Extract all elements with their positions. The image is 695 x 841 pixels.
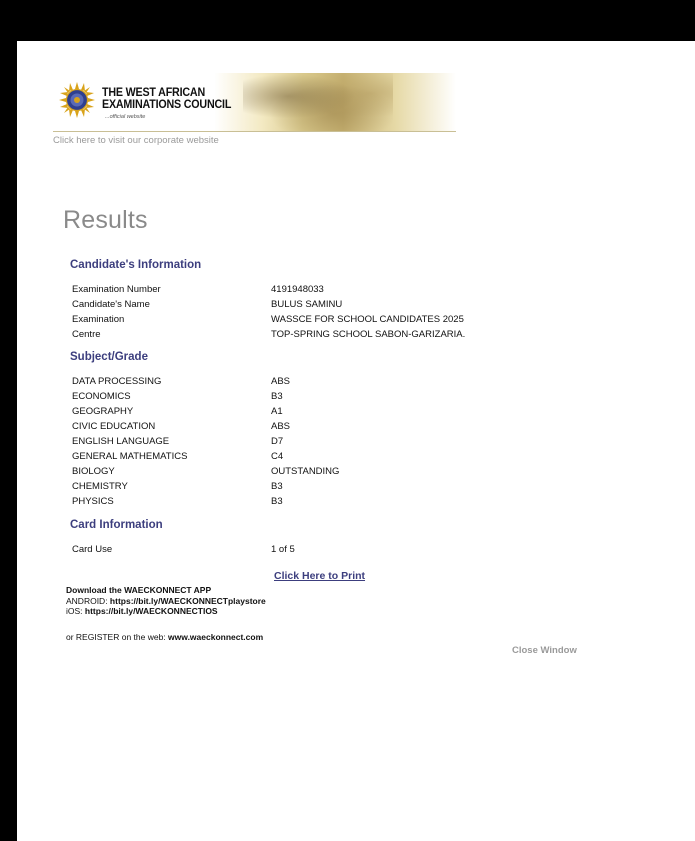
app-download-block xyxy=(66,585,266,617)
android-line xyxy=(66,596,266,607)
info-row-examination-number xyxy=(72,284,592,299)
info-row-centre xyxy=(72,329,592,344)
row-label: Examination xyxy=(72,314,125,325)
table-row xyxy=(72,376,592,391)
row-label: Candidate's Name xyxy=(72,299,150,310)
subject-grade: A1 xyxy=(271,406,283,417)
info-row-card-use xyxy=(72,544,592,559)
subject-grade: B3 xyxy=(271,391,283,402)
close-window-link[interactable]: Close Window xyxy=(512,645,577,656)
banner-photo xyxy=(243,73,393,131)
corporate-website-link[interactable]: Click here to visit our corporate website xyxy=(53,135,219,146)
subject-grade-heading: Subject/Grade xyxy=(70,351,148,363)
table-row xyxy=(72,481,592,496)
subject-grade: B3 xyxy=(271,496,283,507)
row-value: 4191948033 xyxy=(271,284,324,295)
subject-grade: ABS xyxy=(271,376,291,387)
subject-name: PHYSICS xyxy=(72,496,114,507)
org-name xyxy=(102,87,231,111)
subject-name: GEOGRAPHY xyxy=(72,406,134,417)
row-label: Examination Number xyxy=(72,284,161,295)
android-label: ANDROID: xyxy=(66,595,110,606)
register-line xyxy=(66,632,263,642)
table-row xyxy=(72,451,592,466)
table-row xyxy=(72,406,592,421)
subject-name: CHEMISTRY xyxy=(72,481,128,492)
row-label: Card Use xyxy=(72,544,113,555)
table-row xyxy=(72,421,592,436)
card-info-heading: Card Information xyxy=(70,519,163,531)
candidate-info-heading: Candidate's Information xyxy=(70,259,202,271)
row-value: BULUS SAMINU xyxy=(271,299,343,310)
table-row xyxy=(72,466,592,481)
subject-name: BIOLOGY xyxy=(72,466,115,477)
waec-seal-icon xyxy=(59,82,95,118)
table-row xyxy=(72,391,592,406)
subject-name: ECONOMICS xyxy=(72,391,131,402)
table-row xyxy=(72,436,592,451)
subject-name: CIVIC EDUCATION xyxy=(72,421,156,432)
org-name-line-2: EXAMINATIONS COUNCIL xyxy=(102,99,232,111)
ios-store-link[interactable]: https://bit.ly/WAECKONNECTIOS xyxy=(84,606,218,616)
print-link[interactable]: Click Here to Print xyxy=(274,570,366,582)
subject-grade: ABS xyxy=(271,421,291,432)
ios-label: iOS: xyxy=(66,606,85,616)
page-title: Results xyxy=(63,206,148,234)
table-row xyxy=(72,496,592,511)
info-row-examination xyxy=(72,314,592,329)
app-download-title: Download the WAECKONNECT APP xyxy=(66,585,212,595)
subject-grade: C4 xyxy=(271,451,284,462)
org-tagline: ...official website xyxy=(105,114,146,120)
row-value: TOP-SPRING SCHOOL SABON-GARIZARIA. xyxy=(271,329,466,340)
android-store-link[interactable]: https://bit.ly/WAECKONNECTplaystore xyxy=(109,595,266,606)
subject-grade: B3 xyxy=(271,481,283,492)
org-name-line-1: THE WEST AFRICAN xyxy=(102,87,205,99)
register-web-link[interactable]: www.waeckonnect.com xyxy=(168,632,264,642)
subject-name: GENERAL MATHEMATICS xyxy=(72,451,188,462)
row-value: 1 of 5 xyxy=(271,544,295,555)
subject-name: ENGLISH LANGUAGE xyxy=(72,436,170,447)
waec-banner xyxy=(53,73,456,132)
subject-name: DATA PROCESSING xyxy=(72,376,162,387)
subject-grade: OUTSTANDING xyxy=(271,466,340,477)
results-page xyxy=(17,41,695,841)
row-label: Centre xyxy=(72,329,101,340)
info-row-candidate-name xyxy=(72,299,592,314)
subject-grade: D7 xyxy=(271,436,284,447)
ios-line xyxy=(66,606,266,617)
register-prefix: or REGISTER on the web: xyxy=(66,632,169,642)
row-value: WASSCE FOR SCHOOL CANDIDATES 2025 xyxy=(271,314,464,325)
